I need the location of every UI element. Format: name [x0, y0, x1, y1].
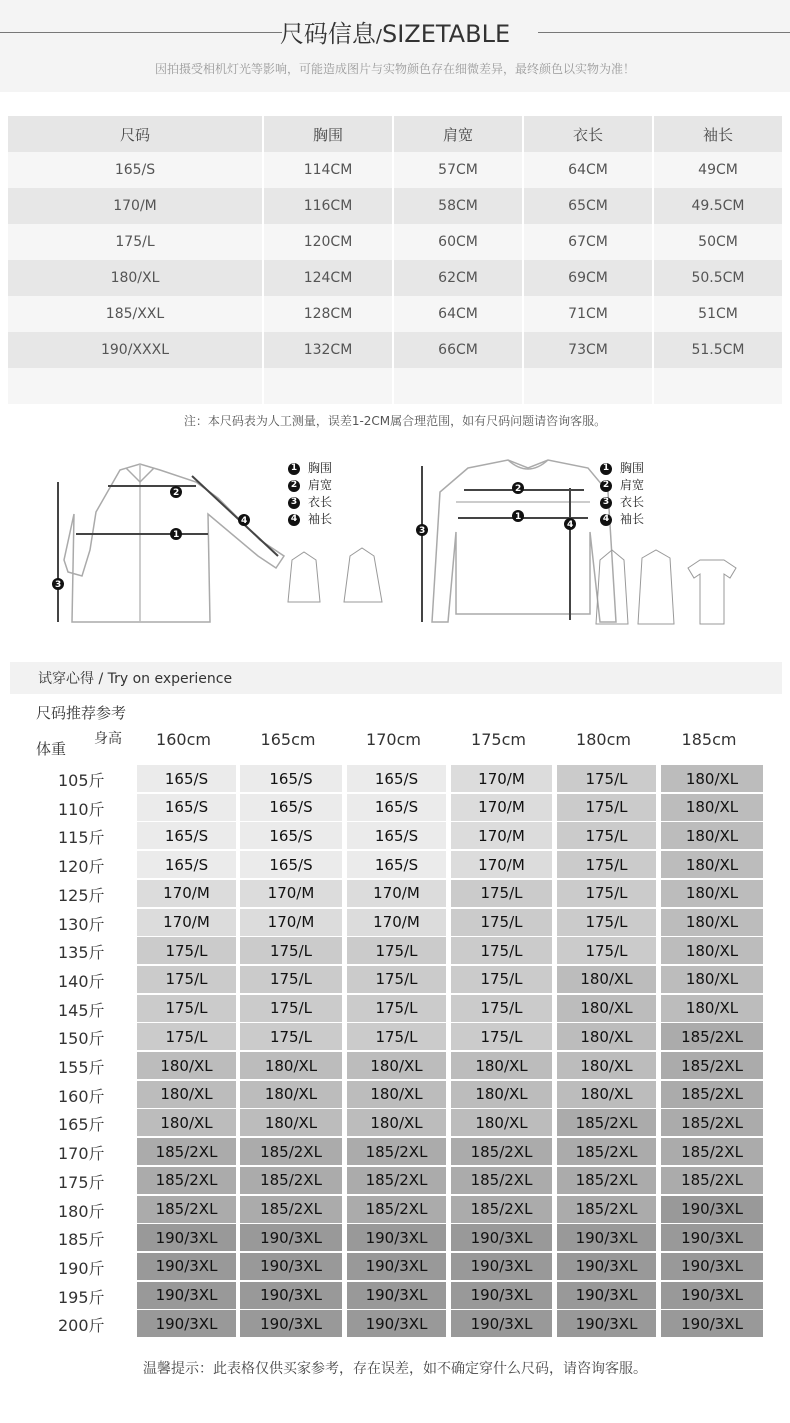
legend-number-icon: 4 [600, 514, 612, 526]
size-recommendation-cell: 185/2XL [137, 1138, 236, 1165]
size-recommendation-cell: 185/2XL [557, 1167, 656, 1194]
size-recommendation-cell: 165/S [137, 765, 236, 792]
size-recommendation-cell: 165/S [347, 822, 446, 849]
measurement-diagram [48, 452, 758, 644]
size-recommendation-cell: 185/2XL [137, 1167, 236, 1194]
size-recommendation-cell: 180/XL [451, 1081, 552, 1108]
size-recommendation-cell: 185/2XL [347, 1196, 446, 1223]
legend-number-icon: 1 [600, 463, 612, 475]
weight-label: 120斤 [58, 857, 105, 877]
size-table-cell: 67CM [524, 224, 654, 260]
size-table-cell [264, 368, 394, 404]
size-recommendation-cell: 165/S [137, 794, 236, 821]
size-recommendation-cell: 180/XL [661, 966, 763, 993]
legend-item [288, 494, 332, 511]
size-table-cell: 165/S [8, 152, 264, 188]
garment-illustrations [48, 452, 758, 644]
size-table-row [8, 224, 782, 260]
size-recommendation-cell: 180/XL [661, 909, 763, 936]
sweater-outline [432, 460, 616, 622]
legend-label: 袖长 [308, 512, 333, 526]
footer-tip: 温馨提示：此表格仅供买家参考，存在误差，如不确定穿什么尺码，请咨询客服。 [143, 1361, 647, 1377]
size-recommendation-cell: 175/L [240, 937, 342, 964]
legend-right [600, 460, 644, 528]
svg-text:4: 4 [241, 516, 248, 526]
size-table-header-cell: 肩宽 [394, 116, 524, 152]
legend-item [288, 477, 332, 494]
size-recommendation-cell: 185/2XL [451, 1167, 552, 1194]
size-recommendation-cell: 175/L [451, 937, 552, 964]
sleeve-line [192, 476, 278, 556]
weight-label: 115斤 [58, 828, 105, 848]
height-header: 170cm [366, 730, 421, 749]
size-recommendation-cell: 190/3XL [661, 1282, 763, 1309]
size-table-cell: 49.5CM [654, 188, 782, 224]
size-table-empty-row [8, 368, 782, 404]
legend-number-icon: 2 [600, 480, 612, 492]
size-recommendation-cell: 190/3XL [240, 1282, 342, 1309]
weight-label: 135斤 [58, 943, 105, 963]
legend-number-icon: 3 [288, 497, 300, 509]
height-header: 160cm [156, 730, 211, 749]
legend-label: 衣长 [620, 495, 645, 509]
size-recommendation-cell: 165/S [137, 851, 236, 878]
size-recommendation-cell: 175/L [347, 966, 446, 993]
size-table-cell: 124CM [264, 260, 394, 296]
weight-label: 185斤 [58, 1230, 105, 1250]
legend-label: 胸围 [620, 461, 645, 475]
size-recommendation-cell: 185/2XL [661, 1023, 763, 1050]
size-recommendation-cell: 190/3XL [557, 1253, 656, 1280]
size-recommendation-cell: 180/XL [661, 794, 763, 821]
size-recommendation-cell: 185/2XL [661, 1109, 763, 1136]
size-recommendation-cell: 190/3XL [451, 1310, 552, 1337]
blazer-thumb-icon [344, 548, 382, 602]
size-recommendation-cell: 175/L [347, 995, 446, 1022]
size-table-cell [8, 368, 264, 404]
size-recommendation-cell: 185/2XL [661, 1167, 763, 1194]
size-recommendation-cell: 175/L [557, 851, 656, 878]
tshirt-thumb-icon [688, 560, 736, 624]
weight-label: 190斤 [58, 1258, 105, 1278]
svg-text:1: 1 [173, 530, 180, 540]
size-table-cell: 66CM [394, 332, 524, 368]
legend-item [288, 511, 332, 528]
size-recommendation-cell: 190/3XL [347, 1253, 446, 1280]
size-recommendation-cell: 180/XL [137, 1109, 236, 1136]
size-recommendation-cell: 180/XL [557, 1052, 656, 1079]
page-title [0, 14, 790, 49]
legend-item [600, 494, 644, 511]
size-recommendation-cell: 165/S [347, 851, 446, 878]
svg-text:1: 1 [515, 512, 522, 522]
size-recommendation-cell: 190/3XL [557, 1310, 656, 1337]
height-header: 165cm [260, 730, 316, 749]
size-recommendation-cell: 175/L [451, 880, 552, 907]
size-recommendation-cell: 175/L [451, 995, 552, 1022]
legend-label: 肩宽 [308, 478, 333, 492]
size-recommendation-cell: 175/L [137, 937, 236, 964]
size-recommendation-cell: 175/L [451, 966, 552, 993]
size-recommendation-cell: 185/2XL [557, 1138, 656, 1165]
size-recommendation-cell: 180/XL [661, 851, 763, 878]
size-table-cell: 51.5CM [654, 332, 782, 368]
size-table-row [8, 188, 782, 224]
legend-left [288, 460, 332, 528]
size-table-cell: 57CM [394, 152, 524, 188]
svg-text:2: 2 [515, 484, 522, 494]
cardigan-thumb-icon [638, 550, 674, 624]
tryon-subtitle: 尺码推荐参考 [36, 704, 127, 722]
weight-label: 180斤 [58, 1201, 105, 1221]
size-recommendation-cell: 190/3XL [451, 1224, 552, 1251]
size-recommendation-cell: 180/XL [557, 1023, 656, 1050]
size-recommendation-cell: 190/3XL [240, 1253, 342, 1280]
weight-label: 170斤 [58, 1144, 105, 1164]
size-recommendation-cell: 185/2XL [240, 1196, 342, 1223]
size-table-header-cell: 尺码 [8, 116, 264, 152]
size-recommendation-cell: 170/M [451, 794, 552, 821]
size-recommendation-cell: 165/S [240, 851, 342, 878]
jacket-thumb-icon [288, 552, 320, 602]
size-table-cell: 64CM [524, 152, 654, 188]
size-recommendation-cell: 175/L [557, 765, 656, 792]
size-recommendation-cell: 165/S [347, 794, 446, 821]
header [0, 0, 790, 92]
svg-text:2: 2 [173, 488, 180, 498]
size-recommendation-cell: 185/2XL [240, 1138, 342, 1165]
title-cn: 尺码信息 [279, 20, 376, 48]
size-table-cell [394, 368, 524, 404]
size-table-cell: 132CM [264, 332, 394, 368]
size-recommendation-cell: 190/3XL [661, 1310, 763, 1337]
color-notice: 因拍摄受相机灯光等影响，可能造成图片与实物颜色存在细微差异，最终颜色以实物为准！ [154, 62, 635, 76]
size-table-header-cell: 袖长 [654, 116, 782, 152]
size-recommendation-cell: 165/S [240, 822, 342, 849]
size-recommendation-cell: 190/3XL [137, 1310, 236, 1337]
legend-label: 袖长 [620, 512, 645, 526]
weight-label: 160斤 [58, 1086, 105, 1106]
size-recommendation-cell: 180/XL [347, 1052, 446, 1079]
weight-label: 200斤 [58, 1316, 105, 1336]
svg-text:4: 4 [567, 520, 574, 530]
size-recommendation-cell: 180/XL [451, 1052, 552, 1079]
svg-text:3: 3 [55, 580, 62, 590]
size-table-header-cell: 衣长 [524, 116, 654, 152]
size-recommendation-cell: 190/3XL [661, 1196, 763, 1223]
size-table-cell: 50.5CM [654, 260, 782, 296]
size-recommendation-cell: 175/L [137, 966, 236, 993]
size-recommendation-cell: 175/L [557, 794, 656, 821]
legend-item [288, 460, 332, 477]
size-recommendation-cell: 175/L [137, 1023, 236, 1050]
weight-label: 145斤 [58, 1000, 105, 1020]
size-recommendation-cell: 185/2XL [661, 1138, 763, 1165]
legend-item [600, 511, 644, 528]
weight-label: 150斤 [58, 1029, 105, 1049]
legend-number-icon: 2 [288, 480, 300, 492]
size-recommendation-cell: 165/S [240, 794, 342, 821]
size-recommendation-cell: 190/3XL [137, 1224, 236, 1251]
weight-label: 140斤 [58, 971, 105, 991]
title-en: SIZETABLE [381, 20, 511, 48]
size-recommendation-cell: 180/XL [661, 937, 763, 964]
size-table-cell: 190/XXXL [8, 332, 264, 368]
size-recommendation-cell: 190/3XL [661, 1224, 763, 1251]
size-recommendation-cell: 175/L [347, 937, 446, 964]
size-recommendation-cell: 170/M [137, 909, 236, 936]
size-recommendation-cell: 190/3XL [137, 1253, 236, 1280]
legend-label: 胸围 [308, 461, 333, 475]
size-recommendation-cell: 185/2XL [240, 1167, 342, 1194]
size-recommendation-cell: 185/2XL [661, 1052, 763, 1079]
size-recommendation-cell: 185/2XL [557, 1109, 656, 1136]
size-table-cell: 65CM [524, 188, 654, 224]
height-header: 175cm [471, 730, 526, 749]
size-table-cell: 60CM [394, 224, 524, 260]
size-table-row [8, 260, 782, 296]
size-recommendation-cell: 165/S [137, 822, 236, 849]
size-recommendation-cell: 185/2XL [451, 1138, 552, 1165]
size-recommendation-cell: 190/3XL [557, 1282, 656, 1309]
size-table-row [8, 152, 782, 188]
size-recommendation-cell: 175/L [557, 880, 656, 907]
size-recommendation-cell: 175/L [137, 995, 236, 1022]
size-table-cell: 175/L [8, 224, 264, 260]
size-recommendation-cell: 190/3XL [347, 1282, 446, 1309]
size-recommendation-cell: 180/XL [240, 1109, 342, 1136]
size-table [8, 116, 782, 404]
size-table-cell: 71CM [524, 296, 654, 332]
weight-label: 125斤 [58, 885, 105, 905]
size-recommendation-cell: 190/3XL [451, 1253, 552, 1280]
legend-label: 衣长 [308, 495, 333, 509]
weight-label: 195斤 [58, 1287, 105, 1307]
weight-label: 175斤 [58, 1172, 105, 1192]
size-table-cell: 58CM [394, 188, 524, 224]
size-table-cell: 170/M [8, 188, 264, 224]
size-recommendation-cell: 170/M [347, 880, 446, 907]
size-recommendation-cell: 170/M [451, 822, 552, 849]
size-table-header [8, 116, 782, 152]
size-recommendation-cell: 175/L [451, 1023, 552, 1050]
legend-item [600, 477, 644, 494]
svg-text:3: 3 [419, 526, 426, 536]
size-table-header-cell: 胸围 [264, 116, 394, 152]
size-recommendation-cell: 190/3XL [451, 1282, 552, 1309]
size-recommendation-cell: 180/XL [347, 1109, 446, 1136]
weight-label: 105斤 [58, 771, 105, 790]
size-table-cell: 128CM [264, 296, 394, 332]
tryon-title: 试穿心得 / Try on experience [10, 662, 782, 694]
size-recommendation-cell: 190/3XL [661, 1253, 763, 1280]
size-recommendation-cell: 180/XL [240, 1081, 342, 1108]
size-recommendation-cell: 190/3XL [347, 1224, 446, 1251]
size-recommendation-cell: 185/2XL [557, 1196, 656, 1223]
size-recommendation-cell: 180/XL [661, 822, 763, 849]
legend-label: 肩宽 [620, 478, 645, 492]
weight-label: 110斤 [58, 799, 105, 819]
size-recommendation-cell: 170/M [451, 851, 552, 878]
height-axis-label: 身高 [94, 731, 122, 747]
size-recommendation-cell: 180/XL [661, 880, 763, 907]
size-recommendation-cell: 180/XL [137, 1081, 236, 1108]
size-table-cell: 73CM [524, 332, 654, 368]
height-header: 180cm [576, 730, 631, 749]
size-recommendation-cell: 175/L [240, 1023, 342, 1050]
size-recommendation-cell: 180/XL [240, 1052, 342, 1079]
size-recommendation-cell: 185/2XL [347, 1167, 446, 1194]
size-recommendation-cell: 175/L [240, 995, 342, 1022]
size-recommendation-cell: 180/XL [557, 966, 656, 993]
title-separator: / [375, 26, 382, 47]
size-recommendation-cell: 175/L [557, 909, 656, 936]
weight-axis-label: 体重 [36, 740, 67, 758]
size-recommendation-cell: 180/XL [661, 765, 763, 792]
size-recommendation-cell: 165/S [240, 765, 342, 792]
size-table-cell: 180/XL [8, 260, 264, 296]
size-table-cell: 49CM [654, 152, 782, 188]
size-table-cell: 62CM [394, 260, 524, 296]
weight-label: 130斤 [58, 914, 105, 934]
size-recommendation-cell: 170/M [240, 909, 342, 936]
size-recommendation-cell: 185/2XL [661, 1081, 763, 1108]
size-recommendation-cell: 180/XL [451, 1109, 552, 1136]
size-recommendation-cell: 185/2XL [451, 1196, 552, 1223]
size-table-cell: 50CM [654, 224, 782, 260]
size-table-row [8, 296, 782, 332]
size-recommendation-cell: 175/L [557, 822, 656, 849]
size-recommendation-cell: 185/2XL [137, 1196, 236, 1223]
size-recommendation-cell: 175/L [347, 1023, 446, 1050]
size-recommendation-cell: 175/L [451, 909, 552, 936]
size-recommendation-cell: 180/XL [557, 995, 656, 1022]
measure-note: 注：本尺码表为人工测量，误差1-2CM属合理范围，如有尺码问题请咨询客服。 [183, 414, 607, 428]
weight-label: 155斤 [58, 1058, 105, 1077]
size-table-cell: 64CM [394, 296, 524, 332]
size-recommendation-cell: 180/XL [661, 995, 763, 1022]
size-recommendation-cell: 185/2XL [347, 1138, 446, 1165]
height-header: 185cm [681, 730, 737, 749]
size-table-cell: 51CM [654, 296, 782, 332]
size-table-cell [524, 368, 654, 404]
size-recommendation-cell: 190/3XL [240, 1224, 342, 1251]
legend-number-icon: 4 [288, 514, 300, 526]
size-table-cell: 185/XXL [8, 296, 264, 332]
size-recommendation-cell: 165/S [347, 765, 446, 792]
legend-number-icon: 3 [600, 497, 612, 509]
legend-item [600, 460, 644, 477]
size-table-row [8, 332, 782, 368]
size-recommendation-cell: 190/3XL [347, 1310, 446, 1337]
size-recommendation-cell: 170/M [451, 765, 552, 792]
size-table-cell [654, 368, 782, 404]
size-recommendation-cell: 175/L [557, 937, 656, 964]
size-table-cell: 69CM [524, 260, 654, 296]
size-table-cell: 120CM [264, 224, 394, 260]
weight-label: 165斤 [58, 1115, 105, 1135]
size-recommendation-cell: 170/M [240, 880, 342, 907]
size-recommendation-cell: 175/L [240, 966, 342, 993]
size-table-cell: 114CM [264, 152, 394, 188]
size-table-cell: 116CM [264, 188, 394, 224]
size-recommendation-cell: 190/3XL [240, 1310, 342, 1337]
size-recommendation-cell: 190/3XL [557, 1224, 656, 1251]
size-recommendation-cell: 170/M [137, 880, 236, 907]
size-recommendation-cell: 190/3XL [137, 1282, 236, 1309]
size-recommendation-cell: 170/M [347, 909, 446, 936]
size-recommendation-cell: 180/XL [137, 1052, 236, 1079]
size-recommendation-cell: 180/XL [347, 1081, 446, 1108]
size-recommendation-cell: 180/XL [557, 1081, 656, 1108]
legend-number-icon: 1 [288, 463, 300, 475]
